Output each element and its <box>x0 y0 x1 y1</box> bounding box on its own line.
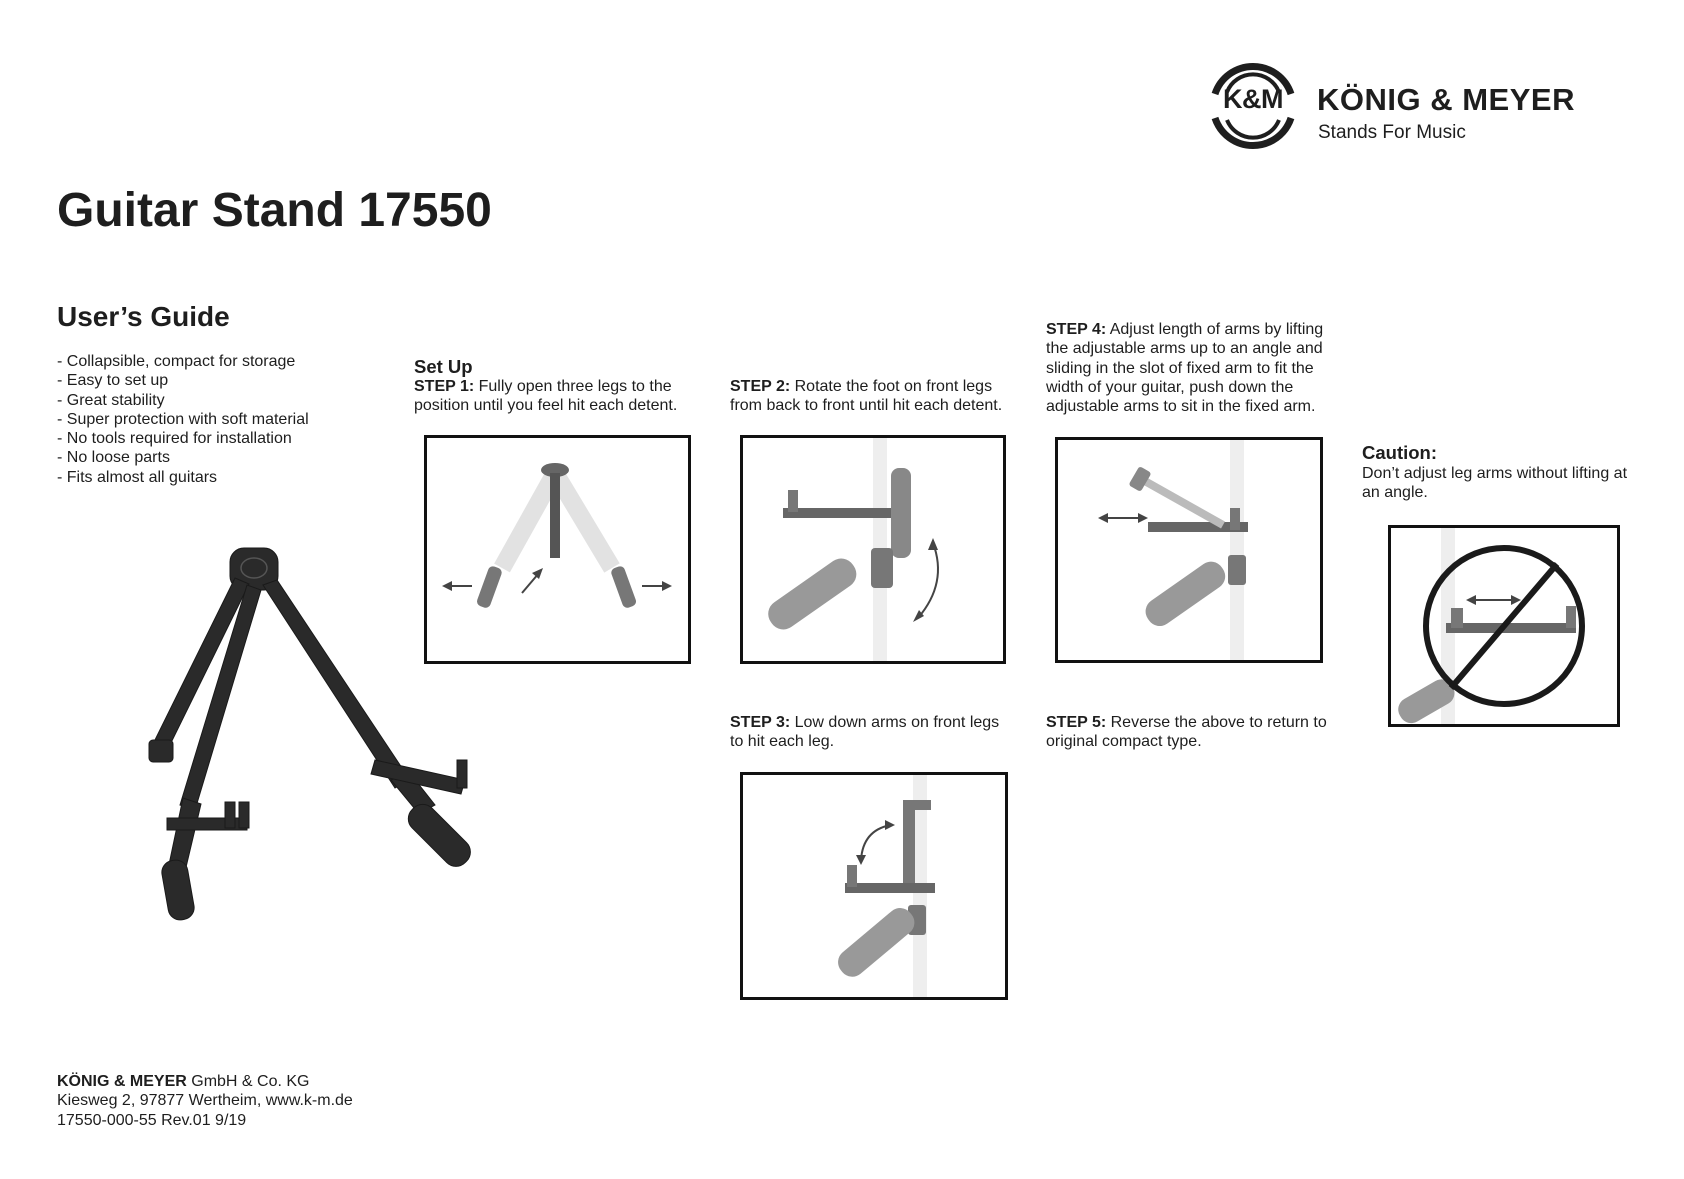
footer-company-name: KÖNIG & MEYER <box>57 1073 187 1090</box>
step-3-text <box>730 713 1015 752</box>
step-4-text <box>1046 320 1336 416</box>
step-2-label: STEP 2: <box>730 378 791 395</box>
list-item: - Great stability <box>57 391 165 409</box>
list-item: - Fits almost all guitars <box>57 468 218 486</box>
step-5-label: STEP 5: <box>1046 714 1107 731</box>
step-1-description: Fully open three legs to the position until you feel hit each detent. <box>414 378 678 415</box>
step-2-description: Rotate the foot on front legs from back to front until hit each detent. <box>730 378 1003 415</box>
footer <box>57 1072 353 1130</box>
footer-company-suffix: GmbH & Co. KG <box>186 1073 310 1090</box>
prohibited-icon <box>1391 528 1617 724</box>
list-item: - No tools required for installation <box>57 430 292 448</box>
arm-adjust-icon <box>1058 440 1320 660</box>
brand-name: KÖNIG & MEYER <box>1317 82 1575 117</box>
step-2-figure <box>740 435 1006 664</box>
step-4-label: STEP 4: <box>1046 321 1107 338</box>
logo-abbreviation: K&M <box>1223 84 1283 114</box>
step-5-text <box>1046 713 1336 752</box>
step-5-description: Reverse the above to return to original compact type. <box>1046 714 1327 751</box>
step-1-figure <box>424 435 691 664</box>
step-3-figure <box>740 772 1008 1000</box>
brand-logo <box>1205 60 1645 150</box>
list-item: - No loose parts <box>57 449 170 467</box>
brand-tagline: Stands For Music <box>1318 122 1466 143</box>
step-2-text <box>730 377 1015 416</box>
step-3-label: STEP 3: <box>730 714 791 731</box>
step-3-description: Low down arms on front legs to hit each leg. <box>730 714 1000 751</box>
tripod-legs-icon <box>427 438 688 661</box>
page-title: Guitar Stand 17550 <box>57 184 492 237</box>
footer-doc-ref: 17550-000-55 Rev.01 9/19 <box>57 1111 247 1129</box>
foot-rotation-icon <box>743 438 1003 661</box>
caution-text: Don’t adjust leg arms without lifting at an angle. <box>1362 465 1628 502</box>
step-4-figure <box>1055 437 1323 663</box>
list-item: - Collapsible, compact for storage <box>57 353 296 370</box>
list-item: - Easy to set up <box>57 372 169 390</box>
list-item: - Super protection with soft material <box>57 410 309 428</box>
feature-list <box>57 352 309 487</box>
caution-heading: Caution: <box>1362 442 1438 463</box>
step-4-description: Adjust length of arms by lifting the adjustable arms up to an angle and sliding in the slot of fixed arm to fit the width of your guitar, push down the adjustable arms to sit in the fixed arm. <box>1046 321 1324 416</box>
footer-company <box>57 1072 353 1091</box>
footer-address: Kiesweg 2, 97877 Wertheim, www.k-m.de <box>57 1092 353 1110</box>
page-subtitle: User’s Guide <box>57 301 230 332</box>
step-1-text <box>414 377 689 416</box>
step-1-label: STEP 1: <box>414 378 475 395</box>
caution-figure <box>1388 525 1620 727</box>
arm-lowering-icon <box>743 775 1005 997</box>
setup-heading: Set Up <box>414 356 473 377</box>
